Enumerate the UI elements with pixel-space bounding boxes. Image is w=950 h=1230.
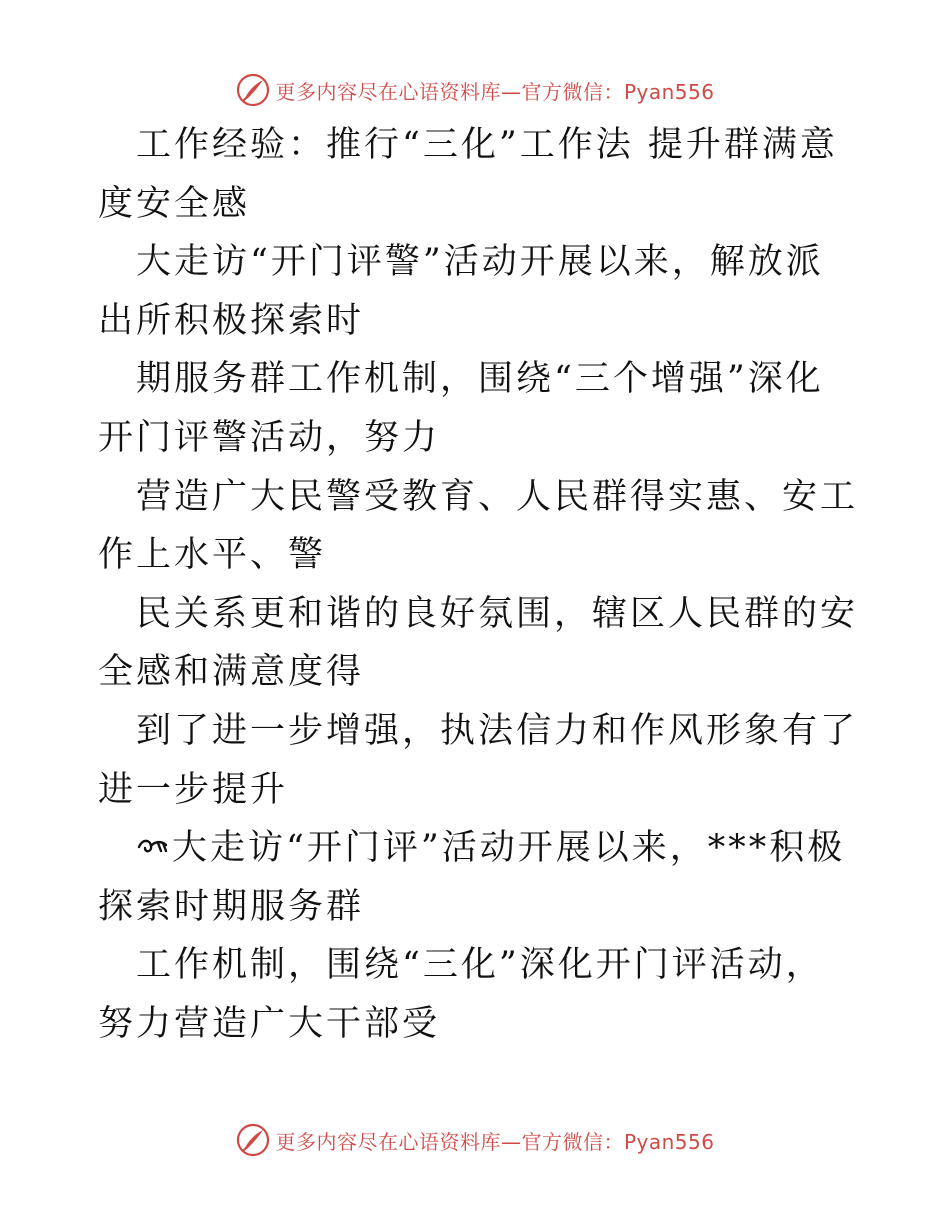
paragraph-text: 大走访“开门评”活动开展以来，***积极探索时期服务群 (98, 828, 846, 927)
banner-text: 更多内容尽在心语资料库—官方微信：Pyan556 (275, 79, 715, 104)
header-banner (0, 68, 950, 112)
quill-logo-icon (235, 1122, 271, 1158)
swirl-ornament-icon (136, 833, 170, 859)
paragraph-with-ornament (98, 819, 858, 936)
banner-text: 更多内容尽在心语资料库—官方微信：Pyan556 (275, 1129, 715, 1154)
paragraph: 营造广大民警受教育、人民群得实惠、安工作上水平、警 (98, 476, 859, 576)
paragraph: 工作机制，围绕“三化”深化开门评活动，努力营造广大干部受 (98, 945, 824, 1044)
document-body (98, 116, 858, 1054)
document-title: 工作经验：推行“三化”工作法 提升群满意度安全感 (98, 125, 838, 224)
footer-banner (0, 1118, 950, 1162)
paragraph: 到了进一步增强，执法信力和作风形象有了进一步提升 (98, 710, 859, 810)
paragraph: 期服务群工作机制，围绕“三个增强”深化开门评警活动，努力 (98, 359, 824, 458)
paragraph: 民关系更和谐的良好氛围，辖区人民群的安全感和满意度得 (98, 593, 859, 693)
paragraph: 大走访“开门评警”活动开展以来，解放派出所积极探索时 (98, 242, 824, 341)
quill-logo-icon (235, 72, 271, 108)
